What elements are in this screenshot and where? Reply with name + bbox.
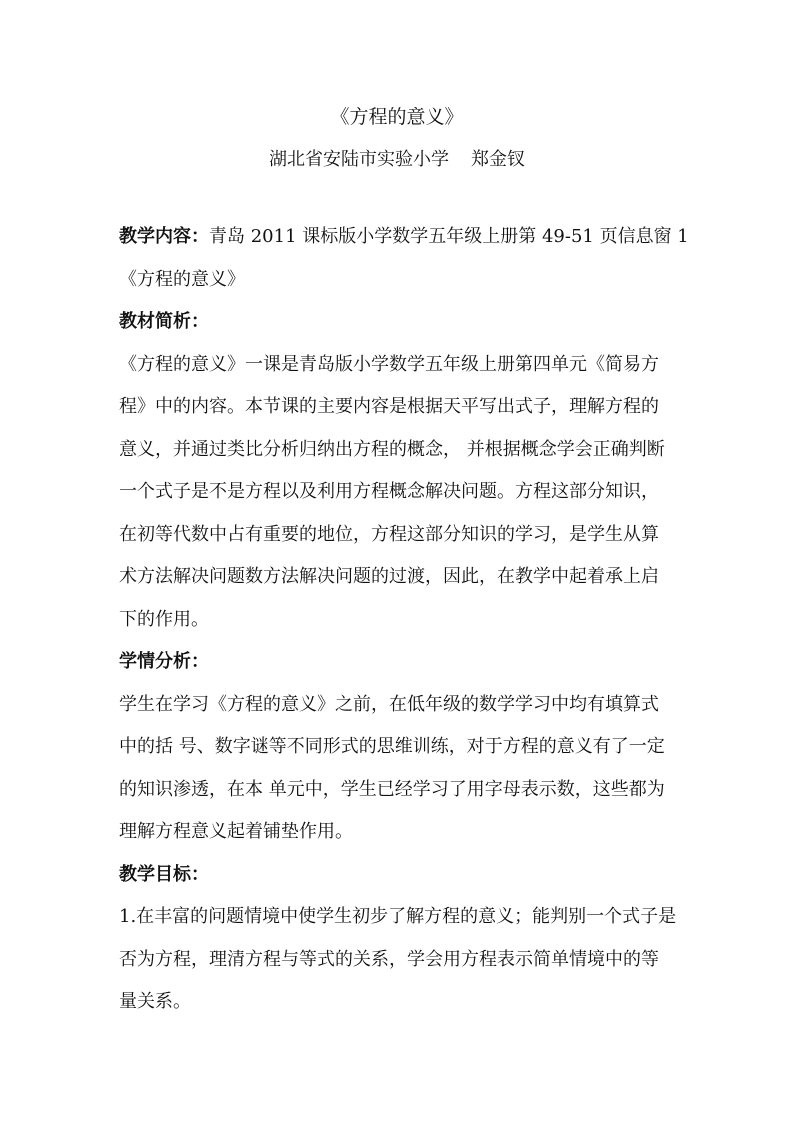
- line-text: 《方程的意义》: [119, 268, 245, 290]
- line-text: 在初等代数中占有重要的地位，方程这部分知识的学习，是学生从算: [119, 523, 659, 545]
- line-text: 中的括 号、数字谜等不同形式的思维训练，对于方程的意义有了一定: [119, 736, 665, 757]
- body-line: [119, 350, 679, 393]
- body-line: [119, 562, 679, 605]
- body-line: [119, 860, 679, 903]
- body-line: [119, 265, 679, 308]
- section-label-students: 学情分析：: [119, 651, 209, 672]
- author-name: 郑金钗: [471, 149, 525, 170]
- line-text: 术方法解决问题数方法解决问题的过渡，因此，在教学中起着承上启: [119, 566, 659, 587]
- line-text: 的知识渗透，在本 单元中，学生已经学习了用字母表示数，这些都为: [119, 778, 665, 800]
- body-line: [119, 647, 679, 690]
- body-line: [119, 732, 679, 775]
- line-text: 一个式子是不是方程以及利用方程概念解决问题。方程这部分知识，: [119, 481, 659, 502]
- body-line: [119, 222, 689, 265]
- document-body: [119, 222, 689, 1030]
- line-text: 程》中的内容。本节课的主要内容是根据天平写出式子，理解方程的: [119, 396, 659, 417]
- line-text: 量关系。: [119, 991, 191, 1012]
- body-line: [119, 817, 679, 860]
- line-text: 学生在学习《方程的意义》之前，在低年级的数学学习中均有填算式: [119, 693, 659, 715]
- author-school: 湖北省安陆市实验小学: [269, 149, 449, 170]
- line-text: 意义，并通过类比分析归纳出方程的概念， 并根据概念学会正确判断: [119, 438, 665, 460]
- body-line: [119, 945, 679, 988]
- line-text: 理解方程意义起着铺垫作用。: [119, 821, 353, 842]
- section-label-content: 教学内容：: [119, 226, 209, 247]
- author-line: [0, 146, 794, 174]
- line-text: 1.在丰富的问题情境中使学生初步了解方程的意义；能判别一个式子是: [119, 906, 677, 927]
- section-label-material: 教材简析：: [119, 311, 209, 332]
- body-line: [119, 307, 679, 350]
- body-line: [119, 987, 679, 1030]
- body-line: [119, 605, 679, 648]
- body-line: [119, 520, 679, 563]
- line-text: 否为方程，理清方程与等式的关系，学会用方程表示简单情境中的等: [119, 948, 659, 970]
- body-line: [119, 392, 679, 435]
- section-label-goals: 教学目标：: [119, 863, 209, 885]
- body-line: [119, 775, 679, 818]
- body-line: [119, 477, 679, 520]
- body-line: [119, 902, 679, 945]
- line-text: 《方程的意义》一课是青岛版小学数学五年级上册第四单元《简易方: [119, 353, 659, 375]
- line-text: 下的作用。: [119, 608, 209, 630]
- document-title: 《方程的意义》: [330, 106, 464, 128]
- body-line: [119, 690, 679, 733]
- body-line: [119, 435, 679, 478]
- line-text: 青岛 2011 课标版小学数学五年级上册第 49-51 页信息窗 1: [209, 226, 689, 247]
